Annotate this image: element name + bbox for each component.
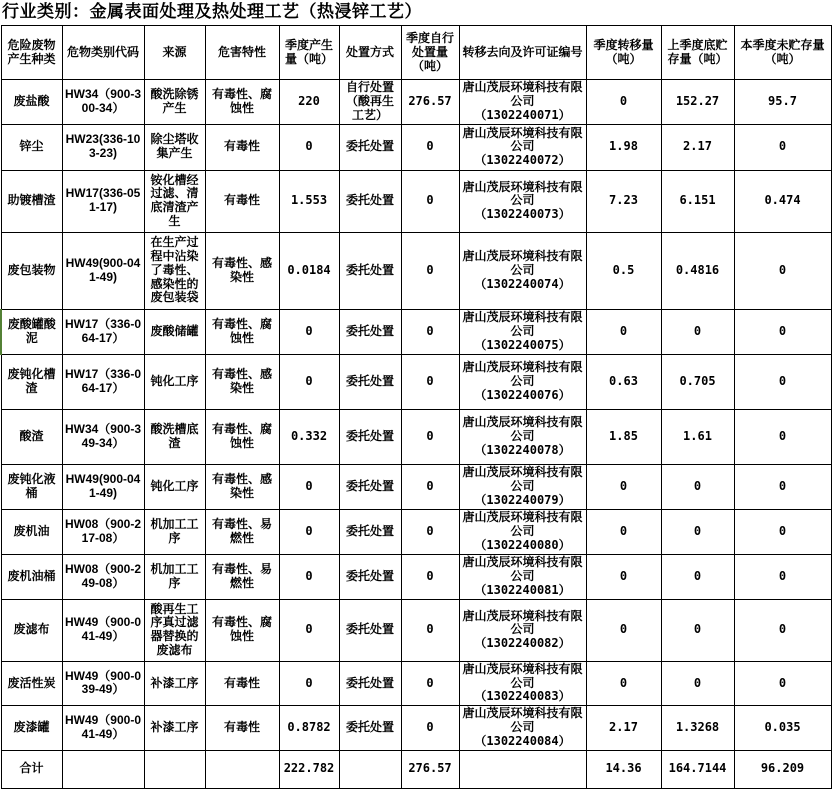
cell-transferred: 2.17 xyxy=(586,706,661,750)
cell-waste-code: HW23(336-103-23) xyxy=(62,124,144,170)
cell-hazard: 有毒性、腐蚀性 xyxy=(205,409,279,464)
total-produced: 222.782 xyxy=(279,750,339,788)
cell-self-disposed: 0 xyxy=(401,170,459,232)
cell-hazard: 有毒性 xyxy=(205,170,279,232)
cell-source: 酸再生工序真过滤器替换的废滤布 xyxy=(144,599,205,661)
cell-source: 铵化槽经过滤、清底清渣产生 xyxy=(144,170,205,232)
cell-waste-name: 废盐酸 xyxy=(1,80,62,124)
company-name: 唐山茂辰环境科技有限公司 xyxy=(462,706,583,734)
cell-prev-storage: 1.61 xyxy=(661,409,734,464)
cell-waste-name: 废活性炭 xyxy=(1,661,62,705)
cell-hazard: 有毒性 xyxy=(205,124,279,170)
cell-prev-storage: 0.4816 xyxy=(661,232,734,309)
cell-waste-code: HW34（900-300-34） xyxy=(62,80,144,124)
total-label: 合计 xyxy=(1,750,62,788)
table-row xyxy=(1,409,831,464)
cell-produced: 0 xyxy=(279,661,339,705)
cell-source: 废酸储罐 xyxy=(144,309,205,354)
cell-prev-storage: 0 xyxy=(661,509,734,554)
cell-produced: 0.0184 xyxy=(279,232,339,309)
cell-prev-storage: 0 xyxy=(661,309,734,354)
cell-transfer-destination xyxy=(459,124,586,170)
permit-number: （1302240080） xyxy=(474,537,571,552)
cell-disposal: 委托处置 xyxy=(339,509,401,554)
cell-prev-storage: 0 xyxy=(661,464,734,509)
hazardous-waste-table xyxy=(0,25,832,788)
cell-source: 酸洗槽底渣 xyxy=(144,409,205,464)
cell-hazard: 有毒性、感染性 xyxy=(205,354,279,409)
cell-self-disposed: 0 xyxy=(401,661,459,705)
company-name: 唐山茂辰环境科技有限公司 xyxy=(462,510,583,538)
cell-source: 除尘塔收集产生 xyxy=(144,124,205,170)
permit-number: （1302240072） xyxy=(474,153,571,168)
company-name: 唐山茂辰环境科技有限公司 xyxy=(462,310,583,338)
cell-waste-code: HW49(900-041-49) xyxy=(62,464,144,509)
cell-self-disposed: 0 xyxy=(401,409,459,464)
total-transferred: 14.36 xyxy=(586,750,661,788)
table-row xyxy=(1,661,831,705)
cell-transfer-destination xyxy=(459,170,586,232)
cell-prev-storage: 0.705 xyxy=(661,354,734,409)
cell-self-disposed: 0 xyxy=(401,354,459,409)
cell-transferred: 0 xyxy=(586,661,661,705)
col-header-produced: 季度产生量（吨） xyxy=(279,26,339,80)
table-row xyxy=(1,124,831,170)
cell-current-storage: 95.7 xyxy=(734,80,831,124)
cell-waste-code: HW08（900-217-08） xyxy=(62,509,144,554)
cell-current-storage: 0 xyxy=(734,464,831,509)
cell-waste-name: 废包装物 xyxy=(1,232,62,309)
table-row xyxy=(1,232,831,309)
total-self-disposed: 276.57 xyxy=(401,750,459,788)
col-header-waste-code: 危物类别代码 xyxy=(62,26,144,80)
cell-current-storage: 0 xyxy=(734,232,831,309)
col-header-waste-type: 危险废物产生种类 xyxy=(1,26,62,80)
cell-source: 补漆工序 xyxy=(144,661,205,705)
cell-transfer-destination xyxy=(459,706,586,750)
cell-waste-code: HW17(336-051-17) xyxy=(62,170,144,232)
header-row xyxy=(1,26,831,80)
cell-hazard: 有毒性 xyxy=(205,661,279,705)
cell-hazard: 有毒性、感染性 xyxy=(205,464,279,509)
cell-waste-name: 废漆罐 xyxy=(1,706,62,750)
cell-current-storage: 0 xyxy=(734,124,831,170)
permit-number: （1302240084） xyxy=(474,733,571,748)
cell-transfer-destination xyxy=(459,599,586,661)
cell-transferred: 0 xyxy=(586,509,661,554)
cell-current-storage: 0 xyxy=(734,409,831,464)
table-row xyxy=(1,706,831,750)
cell-produced: 0 xyxy=(279,354,339,409)
cell-source: 补漆工序 xyxy=(144,706,205,750)
cell-transfer-destination xyxy=(459,554,586,599)
company-name: 唐山茂辰环境科技有限公司 xyxy=(462,125,583,154)
cell-prev-storage: 152.27 xyxy=(661,80,734,124)
table-row xyxy=(1,599,831,661)
col-header-prev-storage: 上季度底贮存量（吨） xyxy=(661,26,734,80)
cell-current-storage: 0 xyxy=(734,509,831,554)
cell-hazard: 有毒性、感染性 xyxy=(205,232,279,309)
cell-disposal: 委托处置 xyxy=(339,232,401,309)
cell-produced: 1.553 xyxy=(279,170,339,232)
company-name: 唐山茂辰环境科技有限公司 xyxy=(462,608,583,637)
cell-source: 酸洗除锈产生 xyxy=(144,80,205,124)
permit-number: （1302240076） xyxy=(474,387,571,402)
cell-waste-name: 酸渣 xyxy=(1,409,62,464)
cell-waste-code: HW49(900-041-49) xyxy=(62,232,144,309)
company-name: 唐山茂辰环境科技有限公司 xyxy=(462,661,583,690)
cell-hazard: 有毒性、腐蚀性 xyxy=(205,309,279,354)
cell-transfer-destination xyxy=(459,309,586,354)
cell-waste-code: HW17（336-064-17） xyxy=(62,309,144,354)
cell-transferred: 1.98 xyxy=(586,124,661,170)
cell-transferred: 0 xyxy=(586,464,661,509)
table-row xyxy=(1,80,831,124)
cell-produced: 0 xyxy=(279,464,339,509)
cell-produced: 0 xyxy=(279,599,339,661)
cell-transferred: 0 xyxy=(586,554,661,599)
company-name: 唐山茂辰环境科技有限公司 xyxy=(462,249,583,277)
cell-disposal: 委托处置 xyxy=(339,170,401,232)
permit-number: （1302240073） xyxy=(474,207,571,222)
cell-produced: 220 xyxy=(279,80,339,124)
col-header-self-disposed: 季度自行处置量（吨） xyxy=(401,26,459,80)
cell-self-disposed: 276.57 xyxy=(401,80,459,124)
cell-self-disposed: 0 xyxy=(401,309,459,354)
table-row xyxy=(1,464,831,509)
cell-waste-code: HW17（336-064-17） xyxy=(62,354,144,409)
permit-number: （1302240081） xyxy=(474,582,571,597)
col-header-current-storage: 本季度未贮存量（吨） xyxy=(734,26,831,80)
total-disposal-cell xyxy=(339,750,401,788)
cell-transferred: 1.85 xyxy=(586,409,661,464)
cell-waste-code: HW34（900-349-34） xyxy=(62,409,144,464)
table-row xyxy=(1,509,831,554)
cell-hazard: 有毒性、腐蚀性 xyxy=(205,80,279,124)
cell-waste-code: HW49（900-041-49） xyxy=(62,599,144,661)
cell-waste-code: HW49（900-041-49） xyxy=(62,706,144,750)
company-name: 唐山茂辰环境科技有限公司 xyxy=(462,360,583,388)
cell-produced: 0 xyxy=(279,554,339,599)
company-name: 唐山茂辰环境科技有限公司 xyxy=(462,555,583,583)
page-title: 行业类别：金属表面处理及热处理工艺（热浸锌工艺） xyxy=(2,2,422,21)
cell-waste-name: 废酸罐酸泥 xyxy=(1,309,62,354)
permit-number: （1302240083） xyxy=(474,689,571,704)
cell-produced: 0 xyxy=(279,124,339,170)
waste-table-body xyxy=(1,80,831,750)
permit-number: （1302240079） xyxy=(474,492,571,507)
total-code-cell xyxy=(62,750,144,788)
cell-produced: 0.332 xyxy=(279,409,339,464)
cell-disposal: 委托处置 xyxy=(339,706,401,750)
cell-transfer-destination xyxy=(459,409,586,464)
cell-disposal: 自行处置（酸再生工艺） xyxy=(339,80,401,124)
total-hazard-cell xyxy=(205,750,279,788)
cell-self-disposed: 0 xyxy=(401,464,459,509)
cell-transferred: 0.5 xyxy=(586,232,661,309)
cell-prev-storage: 0 xyxy=(661,554,734,599)
cell-produced: 0.8782 xyxy=(279,706,339,750)
cell-prev-storage: 2.17 xyxy=(661,124,734,170)
col-header-transferred: 季度转移量（吨） xyxy=(586,26,661,80)
cell-self-disposed: 0 xyxy=(401,232,459,309)
cell-transfer-destination xyxy=(459,509,586,554)
total-transfer-cell xyxy=(459,750,586,788)
cell-source: 机加工工序 xyxy=(144,509,205,554)
cell-disposal: 委托处置 xyxy=(339,464,401,509)
cell-transferred: 7.23 xyxy=(586,170,661,232)
total-prev-storage: 164.7144 xyxy=(661,750,734,788)
cell-current-storage: 0.035 xyxy=(734,706,831,750)
cell-disposal: 委托处置 xyxy=(339,554,401,599)
cell-hazard: 有毒性、易燃性 xyxy=(205,554,279,599)
cell-produced: 0 xyxy=(279,309,339,354)
cell-waste-name: 废钝化液桶 xyxy=(1,464,62,509)
cell-prev-storage: 0 xyxy=(661,661,734,705)
cell-prev-storage: 6.151 xyxy=(661,170,734,232)
company-name: 唐山茂辰环境科技有限公司 xyxy=(462,80,583,109)
cell-hazard: 有毒性 xyxy=(205,706,279,750)
cell-source: 机加工工序 xyxy=(144,554,205,599)
cell-hazard: 有毒性、腐蚀性 xyxy=(205,599,279,661)
cell-waste-name: 助镀槽渣 xyxy=(1,170,62,232)
cell-waste-name: 废滤布 xyxy=(1,599,62,661)
cell-source: 在生产过程中沾染了毒性、感染性的废包装袋 xyxy=(144,232,205,309)
cell-current-storage: 0 xyxy=(734,599,831,661)
cell-current-storage: 0 xyxy=(734,661,831,705)
total-row xyxy=(1,750,831,788)
cell-current-storage: 0 xyxy=(734,309,831,354)
cell-source: 钝化工序 xyxy=(144,354,205,409)
cell-prev-storage: 1.3268 xyxy=(661,706,734,750)
cell-produced: 0 xyxy=(279,509,339,554)
cell-disposal: 委托处置 xyxy=(339,661,401,705)
cell-hazard: 有毒性、易燃性 xyxy=(205,509,279,554)
cell-waste-code: HW08（900-249-08） xyxy=(62,554,144,599)
permit-number: （1302240075） xyxy=(474,337,571,352)
total-current-storage: 96.209 xyxy=(734,750,831,788)
cell-disposal: 委托处置 xyxy=(339,409,401,464)
cell-waste-name: 废钝化槽渣 xyxy=(1,354,62,409)
cell-self-disposed: 0 xyxy=(401,124,459,170)
cell-disposal: 委托处置 xyxy=(339,124,401,170)
cell-self-disposed: 0 xyxy=(401,509,459,554)
table-row xyxy=(1,309,831,354)
cell-transferred: 0 xyxy=(586,80,661,124)
cell-transfer-destination xyxy=(459,232,586,309)
permit-number: （1302240078） xyxy=(474,442,571,457)
table-row xyxy=(1,354,831,409)
total-source-cell xyxy=(144,750,205,788)
permit-number: （1302240071） xyxy=(474,107,571,122)
company-name: 唐山茂辰环境科技有限公司 xyxy=(462,179,583,208)
cell-transfer-destination xyxy=(459,464,586,509)
permit-number: （1302240074） xyxy=(474,276,571,291)
cell-current-storage: 0 xyxy=(734,554,831,599)
permit-number: （1302240082） xyxy=(474,636,571,651)
cell-waste-name: 废机油 xyxy=(1,509,62,554)
cell-transfer-destination xyxy=(459,661,586,705)
cell-self-disposed: 0 xyxy=(401,554,459,599)
cell-prev-storage: 0 xyxy=(661,599,734,661)
company-name: 唐山茂辰环境科技有限公司 xyxy=(462,415,583,443)
company-name: 唐山茂辰环境科技有限公司 xyxy=(462,465,583,493)
col-header-disposal-method: 处置方式 xyxy=(339,26,401,80)
cell-disposal: 委托处置 xyxy=(339,354,401,409)
cell-self-disposed: 0 xyxy=(401,706,459,750)
cell-transfer-destination xyxy=(459,354,586,409)
cell-transfer-destination xyxy=(459,80,586,124)
cell-waste-name: 废机油桶 xyxy=(1,554,62,599)
cell-current-storage: 0 xyxy=(734,354,831,409)
cell-disposal: 委托处置 xyxy=(339,309,401,354)
cell-waste-name: 锌尘 xyxy=(1,124,62,170)
col-header-hazard: 危害特性 xyxy=(205,26,279,80)
cell-transferred: 0 xyxy=(586,309,661,354)
cell-current-storage: 0.474 xyxy=(734,170,831,232)
col-header-source: 来源 xyxy=(144,26,205,80)
cell-transferred: 0 xyxy=(586,599,661,661)
cell-disposal: 委托处置 xyxy=(339,599,401,661)
cell-source: 钝化工序 xyxy=(144,464,205,509)
table-row xyxy=(1,170,831,232)
cell-waste-code: HW49（900-039-49） xyxy=(62,661,144,705)
cell-transferred: 0.63 xyxy=(586,354,661,409)
table-row xyxy=(1,554,831,599)
col-header-transfer-dest: 转移去向及许可证编号 xyxy=(459,26,586,80)
cell-self-disposed: 0 xyxy=(401,599,459,661)
